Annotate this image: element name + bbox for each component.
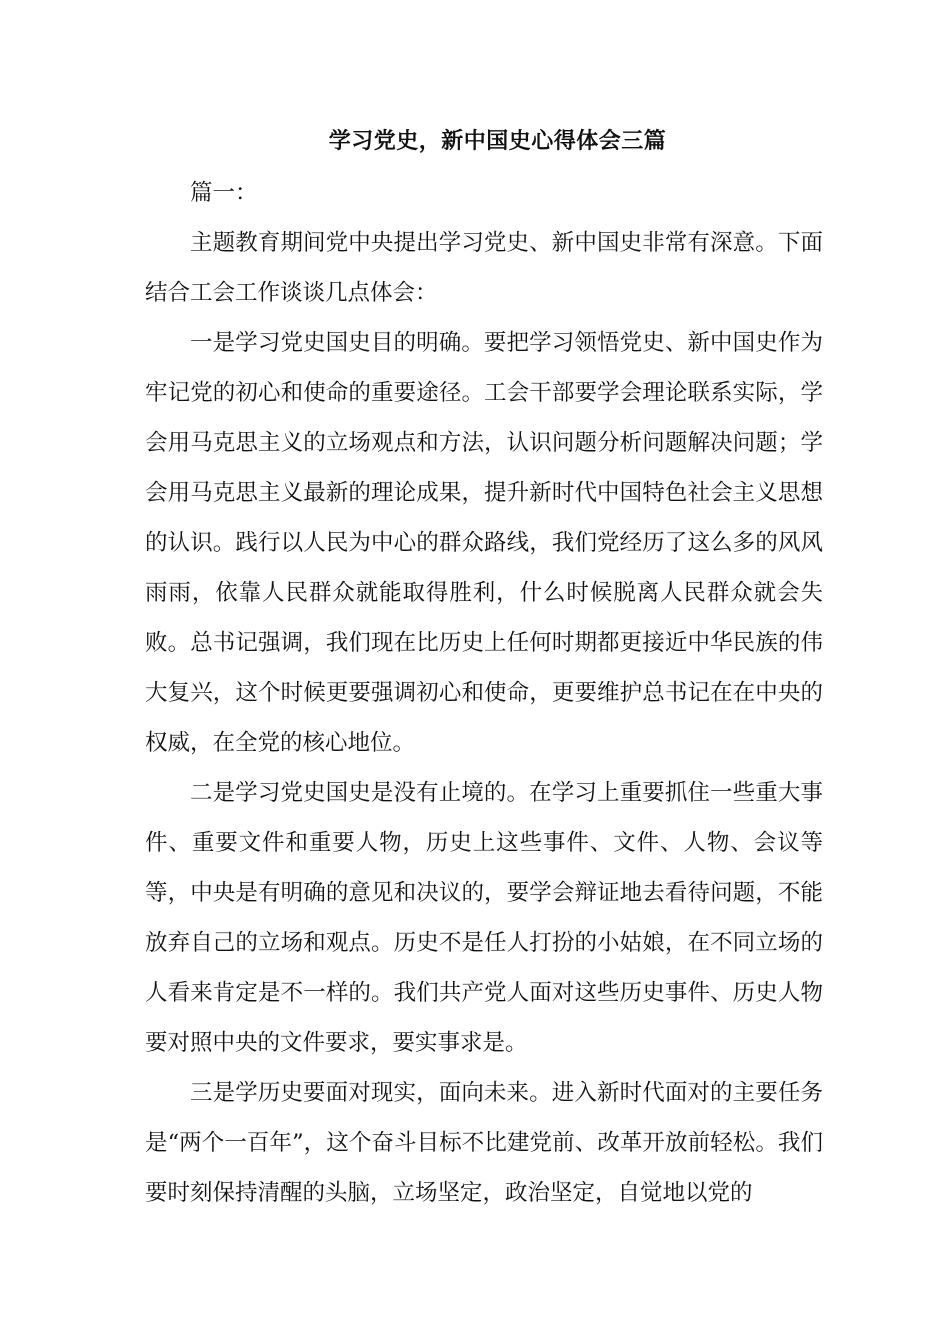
document-title: 学习党史，新中国史心得体会三篇 bbox=[328, 128, 667, 154]
paragraph-intro: 主题教育期间党中央提出学习党史、新中国史非常有深意。下面结合工会工作谈谈几点体会： bbox=[145, 230, 823, 306]
paragraph-point-two: 二是学习党史国史是没有止境的。在学习上重要抓住一些重大事件、重要文件和重要人物，历史上这些事件、文件、人物、会议等等，中央是有明确的意见和决议的，要学会辩证地去看待问题，不能放弃自己的立场和观点。历史不是任人打扮的小姑娘，在不同立场的人看来肯定是不一样的。我们共产党人面对这些历史事件、历史人物要对照中央的文件要求，要实事求是。 bbox=[145, 780, 823, 1056]
paragraph-point-one: 一是学习党史国史目的明确。要把学习领悟党史、新中国史作为牢记党的初心和使命的重要途径。工会干部要学会理论联系实际，学会用马克思主义的立场观点和方法，认识问题分析问题解决问题；学会用马克思主义最新的理论成果，提升新时代中国特色社会主义思想的认识。践行以人民为中心的群众路线，我们党经历了这么多的风风雨雨，依靠人民群众就能取得胜利，什么时候脱离人民群众就会失败。总书记强调，我们现在比历史上任何时期都更接近中华民族的伟大复兴，这个时候更要强调初心和使命，更要维护总书记在在中央的权威，在全党的核心地位。 bbox=[145, 330, 823, 756]
section-heading: 篇一： bbox=[190, 180, 258, 206]
document-body bbox=[145, 168, 823, 1218]
paragraph-point-three: 三是学历史要面对现实，面向未来。进入新时代面对的主要任务是“两个一百年”，这个奋斗目标不比建党前、改革开放前轻松。我们要时刻保持清醒的头脑，立场坚定，政治坚定，自觉地以党的 bbox=[145, 1080, 823, 1206]
